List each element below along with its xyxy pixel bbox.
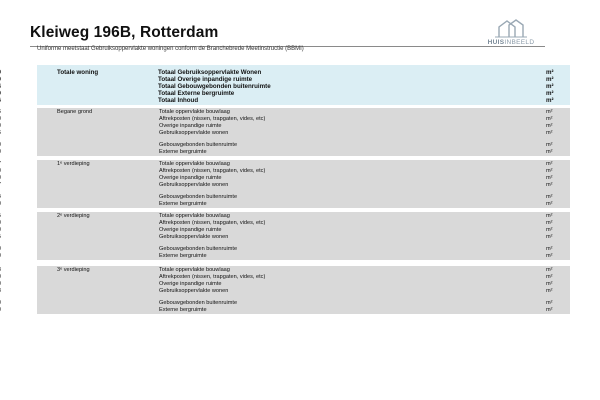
row-unit: m² bbox=[546, 97, 554, 104]
row-value bbox=[0, 168, 1, 175]
row-value bbox=[0, 69, 1, 76]
row-value bbox=[0, 288, 1, 295]
row-label: Aftrekposten (nissen, trapgaten, vides, etc) bbox=[159, 168, 266, 174]
floor-section-3e-verdieping bbox=[37, 266, 570, 314]
row-unit: m² bbox=[546, 201, 553, 207]
row-unit: m² bbox=[546, 267, 553, 273]
logo-text-regular: INBEELD bbox=[504, 39, 535, 46]
row-value bbox=[0, 161, 1, 168]
row-label: Externe bergruimte bbox=[159, 149, 207, 155]
row-label: Totaal Gebruiksoppervlakte Wonen bbox=[158, 69, 262, 76]
row-unit: m² bbox=[546, 168, 553, 174]
row-label: Externe bergruimte bbox=[159, 201, 207, 207]
house-logo-icon bbox=[493, 18, 529, 38]
row-unit: m² bbox=[546, 175, 553, 181]
total-section-title: Totale woning bbox=[57, 69, 99, 76]
row-unit: m² bbox=[546, 300, 553, 306]
floor-title: 1ᵉ verdieping bbox=[57, 161, 90, 167]
row-value bbox=[0, 182, 1, 189]
row-value bbox=[0, 109, 1, 116]
row-label: Totale oppervlakte bouwlaag bbox=[159, 213, 230, 219]
logo-text-bold: HUIS bbox=[487, 39, 505, 46]
row-label: Totale oppervlakte bouwlaag bbox=[159, 267, 230, 273]
row-value bbox=[0, 175, 1, 182]
floor-title: 2ᵉ verdieping bbox=[57, 213, 90, 219]
row-unit: m² bbox=[546, 161, 553, 167]
row-unit: m² bbox=[546, 288, 553, 294]
row-label: Totale oppervlakte bouwlaag bbox=[159, 161, 230, 167]
row-unit: m² bbox=[546, 130, 553, 136]
floor-section-1e-verdieping bbox=[37, 160, 570, 208]
row-value bbox=[0, 97, 1, 104]
row-label: Gebruiksoppervlakte wonen bbox=[159, 182, 229, 188]
logo-wordmark bbox=[471, 39, 551, 46]
row-value bbox=[0, 234, 1, 241]
row-value bbox=[0, 213, 1, 220]
row-value bbox=[0, 307, 1, 314]
row-label: Gebouwgebonden buitenruimte bbox=[159, 142, 238, 148]
row-label: Overige inpandige ruimte bbox=[159, 175, 222, 181]
row-value bbox=[0, 201, 1, 208]
row-label: Externe bergruimte bbox=[159, 307, 207, 313]
row-value bbox=[0, 246, 1, 253]
row-label: Overige inpandige ruimte bbox=[159, 227, 222, 233]
floor-section-begane-grond bbox=[37, 108, 570, 156]
row-value bbox=[0, 123, 1, 130]
row-value bbox=[0, 194, 1, 201]
row-unit: m² bbox=[546, 227, 553, 233]
row-value bbox=[0, 281, 1, 288]
row-label: Overige inpandige ruimte bbox=[159, 123, 222, 129]
row-label: Gebouwgebonden buitenruimte bbox=[159, 300, 238, 306]
row-label: Totaal Gebouwgebonden buitenruimte bbox=[158, 83, 271, 90]
row-unit: m² bbox=[546, 90, 554, 97]
row-label: Totaal Inhoud bbox=[158, 97, 199, 104]
row-value bbox=[0, 83, 1, 90]
row-value bbox=[0, 116, 1, 123]
row-value bbox=[0, 149, 1, 156]
row-label: Aftrekposten (nissen, trapgaten, vides, etc) bbox=[159, 220, 266, 226]
row-label: Gebruiksoppervlakte wonen bbox=[159, 130, 229, 136]
row-label: Gebouwgebonden buitenruimte bbox=[159, 194, 238, 200]
row-label: Externe bergruimte bbox=[159, 253, 207, 259]
row-unit: m² bbox=[546, 149, 553, 155]
row-unit: m² bbox=[546, 142, 553, 148]
row-label: Gebouwgebonden buitenruimte bbox=[159, 246, 238, 252]
row-value bbox=[0, 267, 1, 274]
row-label: Gebruiksoppervlakte wonen bbox=[159, 234, 229, 240]
row-unit: m² bbox=[546, 69, 554, 76]
floor-section-2e-verdieping bbox=[37, 212, 570, 260]
total-section bbox=[37, 65, 570, 105]
row-unit: m² bbox=[546, 123, 553, 129]
row-value bbox=[0, 76, 1, 83]
row-value bbox=[0, 142, 1, 149]
row-label: Totale oppervlakte bouwlaag bbox=[159, 109, 230, 115]
row-label: Aftrekposten (nissen, trapgaten, vides, etc) bbox=[159, 116, 266, 122]
row-value bbox=[0, 274, 1, 281]
row-unit: m² bbox=[546, 281, 553, 287]
row-unit: m² bbox=[546, 83, 554, 90]
row-value bbox=[0, 90, 1, 97]
row-unit: m² bbox=[546, 253, 553, 259]
row-label: Overige inpandige ruimte bbox=[159, 281, 222, 287]
row-value bbox=[0, 130, 1, 137]
page-subtitle: Uniforme meetstaat Gebruiksoppervlakte woningen conform de Branchebrede Meetinstructie (BBMI) bbox=[37, 46, 304, 52]
row-label: Totaal Overige inpandige ruimte bbox=[158, 76, 253, 83]
row-value bbox=[0, 227, 1, 234]
page-title: Kleiweg 196B, Rotterdam bbox=[30, 24, 219, 41]
row-unit: m² bbox=[546, 116, 553, 122]
row-unit: m² bbox=[546, 274, 553, 280]
huisinbeeld-logo bbox=[471, 18, 551, 48]
row-unit: m² bbox=[546, 182, 553, 188]
row-value bbox=[0, 253, 1, 260]
row-unit: m² bbox=[546, 109, 553, 115]
row-unit: m² bbox=[546, 234, 553, 240]
floor-title: 3ᵉ verdieping bbox=[57, 267, 90, 273]
row-label: Aftrekposten (nissen, trapgaten, vides, etc) bbox=[159, 274, 266, 280]
floor-title: Begane grond bbox=[57, 109, 93, 115]
row-unit: m² bbox=[546, 213, 553, 219]
row-unit: m² bbox=[546, 220, 553, 226]
row-unit: m² bbox=[546, 246, 553, 252]
row-unit: m² bbox=[546, 307, 553, 313]
row-value bbox=[0, 300, 1, 307]
row-unit: m² bbox=[546, 194, 553, 200]
row-value bbox=[0, 220, 1, 227]
row-label: Gebruiksoppervlakte wonen bbox=[159, 288, 229, 294]
row-unit: m² bbox=[546, 76, 554, 83]
row-label: Totaal Externe bergruimte bbox=[158, 90, 235, 97]
